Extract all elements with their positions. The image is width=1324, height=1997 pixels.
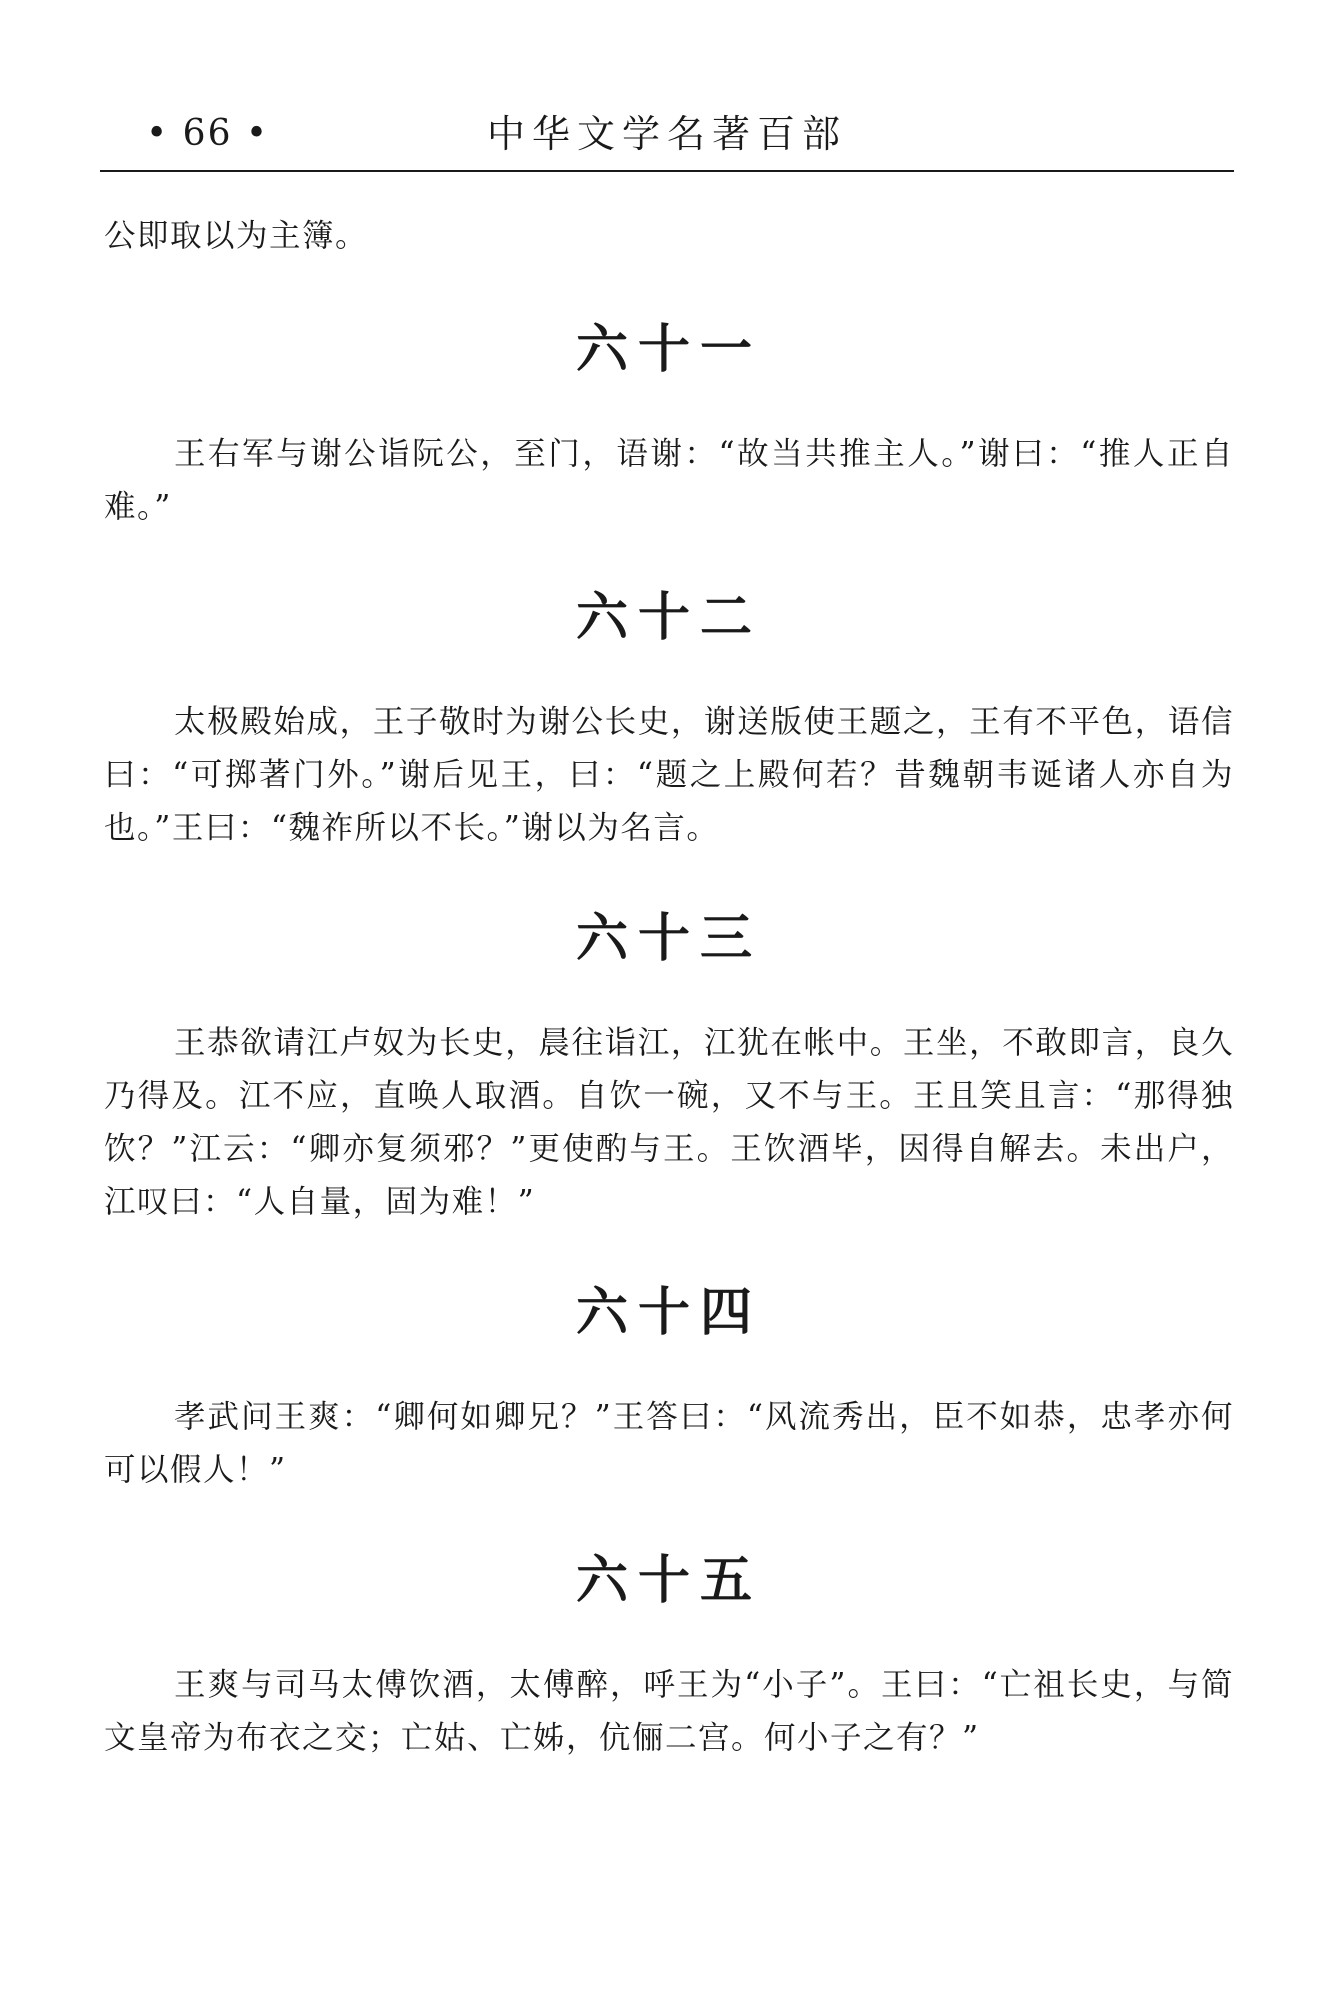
page-header [100, 108, 1234, 168]
section-text-61: 王右军与谢公诣阮公，至门，语谢：“故当共推主人。”谢曰：“推人正自难。” [104, 436, 1234, 525]
section-heading-65: 六十五 [575, 1550, 762, 1611]
section-text-63: 王恭欲请江卢奴为长史，晨往诣江，江犹在帐中。王坐，不敢即言，良久乃得及。江不应，直唤人取酒。自饮一碗，又不与王。王且笑且言：“那得独饮？”江云：“卿亦复须邪？”更使酌与王。王饮酒毕，因得自解去。未出户，江叹曰：“人自量，固为难！” [104, 1025, 1234, 1220]
header-divider [100, 170, 1234, 172]
book-title: 中华文学名著百部 [486, 112, 847, 156]
section-text-64: 孝武问王爽：“卿何如卿兄？”王答曰：“风流秀出，臣不如恭，忠孝亦何可以假人！” [104, 1399, 1234, 1488]
section-heading-63: 六十三 [575, 908, 762, 969]
page-number: • 66 • [146, 113, 270, 154]
section-text-62: 太极殿始成，王子敬时为谢公长史，谢送版使王题之，王有不平色，语信曰：“可掷著门外。”谢后见王，曰：“题之上殿何若？昔魏朝韦诞诸人亦自为也。”王曰：“魏祚所以不长。”谢以为名言。 [104, 704, 1234, 846]
page-content [104, 210, 1234, 1765]
section-heading-61: 六十一 [575, 319, 762, 380]
lead-paragraph: 公即取以为主簿。 [104, 218, 369, 254]
section-text-65: 王爽与司马太傅饮酒，太傅醉，呼王为“小子”。王曰：“亡祖长史，与简文皇帝为布衣之交；亡姑、亡姊，伉俪二宫。何小子之有？” [104, 1667, 1234, 1756]
section-heading-62: 六十二 [575, 587, 762, 648]
section-heading-64: 六十四 [575, 1282, 762, 1343]
